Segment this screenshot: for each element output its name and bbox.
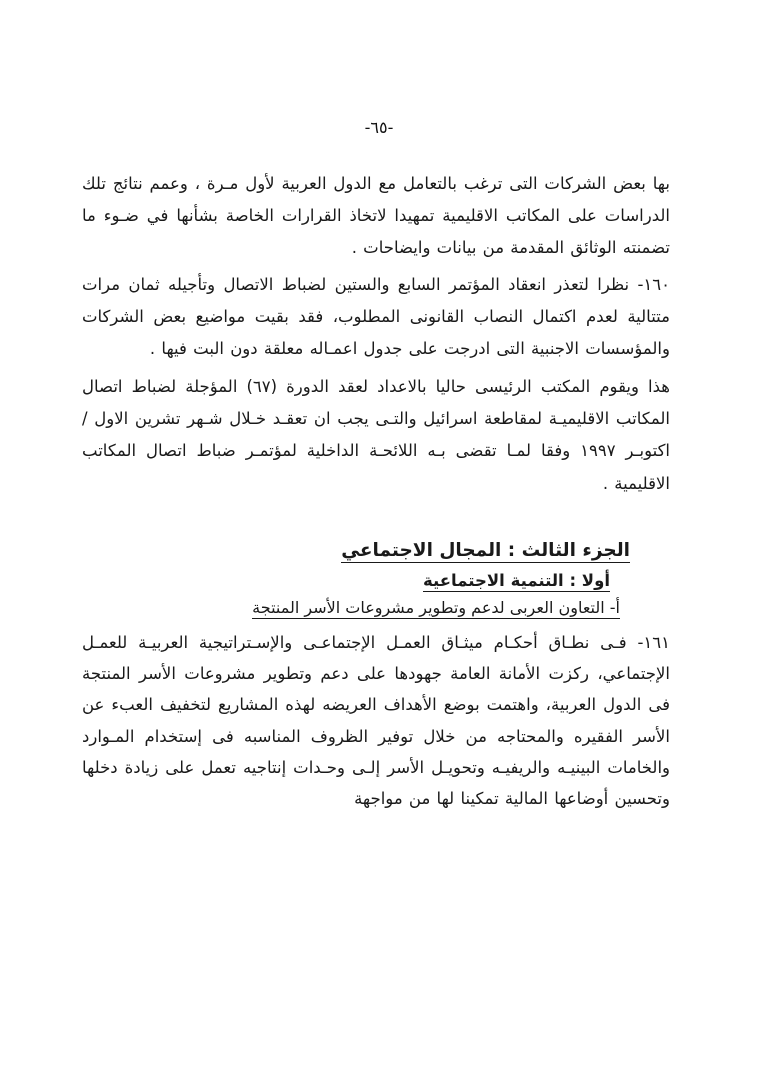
document-body	[82, 168, 670, 817]
heading-item-a	[82, 598, 670, 617]
paragraph-continued: بها بعض الشركات التى ترغب بالتعامل مع الدول العربية لأول مـرة ، وعمم نتائج تلك الدراسات على المكاتب الاقليمية تمهيدا لاتخاذ القرارات الخاصة بشأنها في ضـوء ما تضمنته الوثائق المقدمة من بيانات وايضاحات .	[82, 174, 670, 258]
heading-part-three-text: الجزء الثالث : المجال الاجتماعي	[341, 539, 630, 561]
paragraph-160: ١٦٠- نظرا لتعذر انعقاد المؤتمر السابع والستين لضباط الاتصال وتأجيله ثمان مرات متتالية لعدم اكتمال النصاب القانونى المطلوب، فقد بقيت مواضيع بعض الشركات والمؤسسات الاجنبية التى ادرجت على جدول اعمـاله معلقة دون البت فيها .	[82, 274, 670, 358]
page-number: -٦٥-	[364, 118, 394, 137]
heading-part-three	[82, 540, 670, 561]
paragraph-160-continued: هذا ويقوم المكتب الرئيسى حاليا بالاعداد لعقد الدورة (٦٧) المؤجلة لضباط اتصال المكاتب الاقليميـة لمقاطعة اسرائيل والتـى يجب ان تعقـد خـلال شـهر تشرين الاول / اكتوبـر ١٩٩٧ وفقا لمـا تقضى بـه اللائحـة الداخلية لمؤتمـر ضباط اتصال المكاتب الاقليمية .	[82, 377, 671, 493]
section-spacer	[82, 502, 670, 540]
heading-first-section	[82, 571, 670, 590]
heading-item-a-text: أ- التعاون العربى لدعم وتطوير مشروعات الأسر المنتجة	[252, 597, 620, 617]
paragraph-161: ١٦١- فـى نطـاق أحكـام ميثـاق العمـل الإجتماعـى والإسـتراتيجية العربيـة للعمـل الإجتماعي، ركزت الأمانة العامة جهودها على دعم وتطوير مشروعات الأسر المنتجة فى الدول العربية، واهتمت بوضع الأهداف العريضه لهذه المشاريع لتخفيف العبء عن الأسر الفقيره والمحتاجه من خلال توفير الظروف المناسبه فى إستخدام المـوارد والخامات البينيـه والريفيـه وتحويـل الأسر إلـى وحـدات إنتاجيه تعمل على زيادة دخلها وتحسين أوضاعها المالية تمكينا لها من مواجهة	[82, 632, 670, 809]
heading-first-section-text: أولا : التنمية الاجتماعية	[423, 570, 610, 590]
